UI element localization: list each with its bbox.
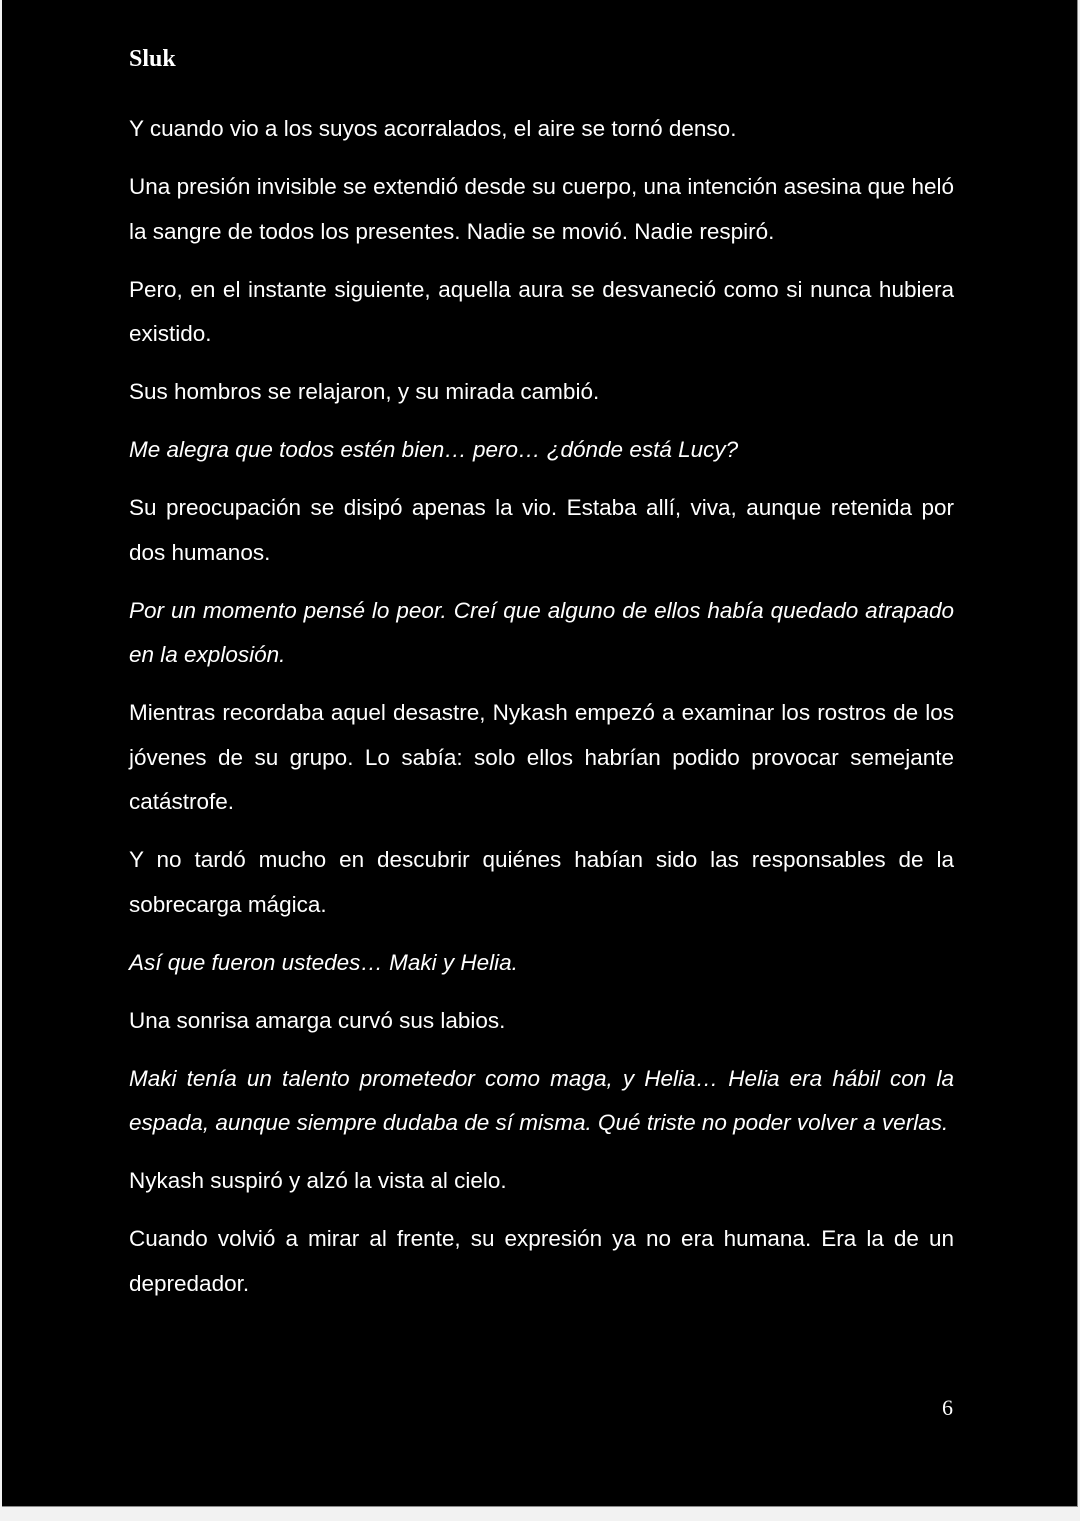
paragraph-2: Una presión invisible se extendió desde su cuerpo, una intención asesina que heló la sangre de todos los presentes. Nadie se movió. Nadie respiró. <box>129 174 954 244</box>
paragraph-8: Mientras recordaba aquel desastre, Nykash empezó a examinar los rostros de los jóvenes de su grupo. Lo sabía: solo ellos habrían podido provocar semejante catástrofe. <box>129 700 954 814</box>
paragraph-10: Así que fueron ustedes… Maki y Helia. <box>129 949 518 975</box>
body-text <box>129 107 954 1320</box>
paragraph-14: Cuando volvió a mirar al frente, su expresión ya no era humana. Era la de un depredador. <box>129 1226 954 1296</box>
paragraph-1: Y cuando vio a los suyos acorralados, el aire se tornó denso. <box>129 116 737 141</box>
paragraph-12: Maki tenía un talento prometedor como maga, y Helia… Helia era hábil con la espada, aunque siempre dudaba de sí misma. Qué triste no poder volver a verlas. <box>129 1065 954 1135</box>
paragraph-11: Una sonrisa amarga curvó sus labios. <box>129 1007 506 1033</box>
page-number: 6 <box>942 1395 953 1420</box>
paragraph-9: Y no tardó mucho en descubrir quiénes habían sido las responsables de la sobrecarga mágica. <box>129 847 954 917</box>
paragraph-4: Sus hombros se relajaron, y su mirada cambió. <box>129 379 600 404</box>
paragraph-13: Nykash suspiró y alzó la vista al cielo. <box>129 1168 507 1193</box>
paragraph-3: Pero, en el instante siguiente, aquella aura se desvaneció como si nunca hubiera existido. <box>129 276 954 346</box>
paragraph-5: Me alegra que todos estén bien… pero… ¿dónde está Lucy? <box>129 437 739 462</box>
document-page <box>2 0 1078 1507</box>
running-header: Sluk <box>129 46 176 72</box>
paragraph-6: Su preocupación se disipó apenas la vio. Estaba allí, viva, aunque retenida por dos humanos. <box>129 495 954 565</box>
paragraph-7: Por un momento pensé lo peor. Creí que alguno de ellos había quedado atrapado en la explosión. <box>129 597 954 667</box>
